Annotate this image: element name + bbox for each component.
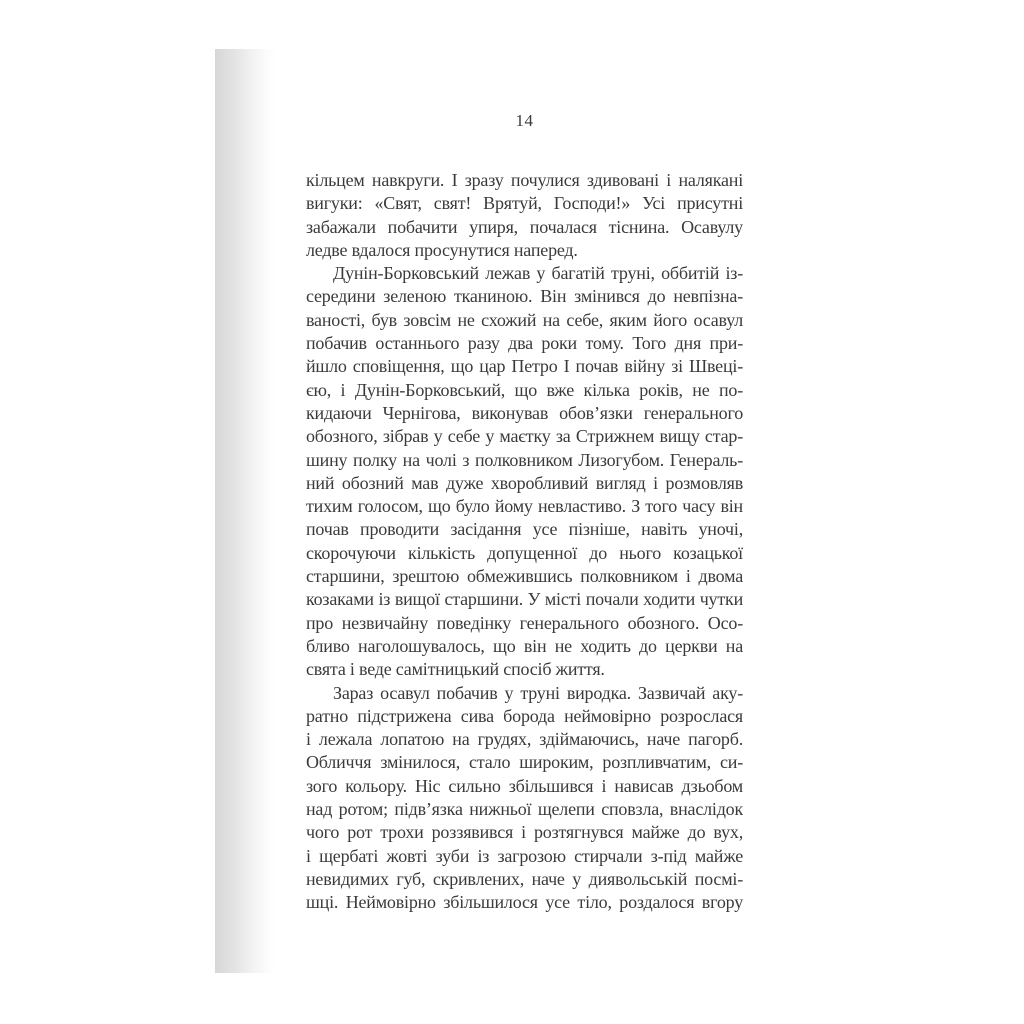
- text-line: скорочуючи кількість допущенної до нього козацької: [306, 542, 743, 563]
- text-line: ратно підстрижена сива борода неймовірно розрослася: [306, 705, 743, 726]
- page-spine-shadow: [215, 49, 277, 973]
- text-line: тихим голосом, що було йому невластиво. З того часу він: [306, 496, 743, 517]
- text-line: Зараз осавул побачив у труні виродка. Зазвичай аку-: [333, 682, 743, 703]
- text-line: почав проводити засідання усе пізніше, навіть уночі,: [306, 519, 743, 540]
- text-line: старшини, зрештою обмежившись полковником і двома: [306, 566, 743, 587]
- text-line: свята і веде самітницький спосіб життя.: [306, 659, 605, 680]
- text-line: шці. Неймовірно збільшилося усе тіло, роздалося вгору: [306, 892, 743, 913]
- text-line: ваності, був зовсім не схожий на себе, яким його осавул: [306, 309, 743, 330]
- paragraph: [306, 682, 743, 915]
- text-line: середини зеленою тканиною. Він змінився до невпізна-: [306, 286, 743, 307]
- paragraph: [306, 262, 743, 681]
- text-line: Дунін-Борковський лежав у багатій труні, оббитій із-: [333, 263, 743, 284]
- text-line: ледве вдалося просунутися наперед.: [306, 239, 578, 260]
- text-line: про незвичайну поведінку генерального обозного. Осо-: [306, 612, 743, 633]
- text-block: [306, 169, 743, 915]
- text-line: і лежала лопатою на грудях, здіймаючись, наче пагорб.: [306, 729, 743, 750]
- text-line: обозного, зібрав у себе у маєтку за Стрижнем вищу стар-: [306, 426, 743, 447]
- text-line: Обличчя змінилося, стало широким, розпливчатим, си-: [306, 752, 743, 773]
- text-line: козаками із вищої старшини. У місті почали ходити чутки: [306, 589, 743, 610]
- text-line: над ротом; підв’язка нижньої щелепи сповзла, внаслідок: [306, 799, 743, 820]
- paragraph: [306, 169, 743, 262]
- text-line: невидимих губ, скривлених, наче у диявольській посмі-: [306, 868, 743, 889]
- text-line: ний обозний мав дуже хворобливий вигляд і розмовляв: [306, 472, 743, 493]
- text-line: шину полку на чолі з полковником Лизогубом. Генераль-: [306, 449, 743, 470]
- text-line: бливо наголошувалось, що він не ходить до церкви на: [306, 635, 743, 656]
- text-line: побачив останнього разу два роки тому. Того дня при-: [306, 333, 743, 354]
- text-line: єю, і Дунін-Борковський, що вже кілька років, не по-: [306, 379, 743, 400]
- text-line: кидаючи Чернігова, виконував обов’язки генерального: [306, 402, 743, 423]
- text-line: забажали побачити упиря, почалася тіснина. Осавулу: [306, 216, 743, 237]
- text-line: і щербаті жовті зуби із загрозою стирчали з-під майже: [306, 845, 743, 866]
- text-line: чого рот трохи роззявився і розтягнувся майже до вух,: [306, 822, 743, 843]
- text-line: зого кольору. Ніс сильно збільшився і нависав дзьобом: [306, 775, 743, 796]
- page-number: 14: [515, 111, 534, 130]
- text-line: кільцем навкруги. І зразу почулися здивовані і налякані: [306, 170, 743, 190]
- text-line: йшло сповіщення, що цар Петро І почав війну зі Швеці-: [306, 356, 743, 377]
- text-line: вигуки: «Свят, свят! Врятуй, Господи!» Усі присутні: [306, 193, 743, 214]
